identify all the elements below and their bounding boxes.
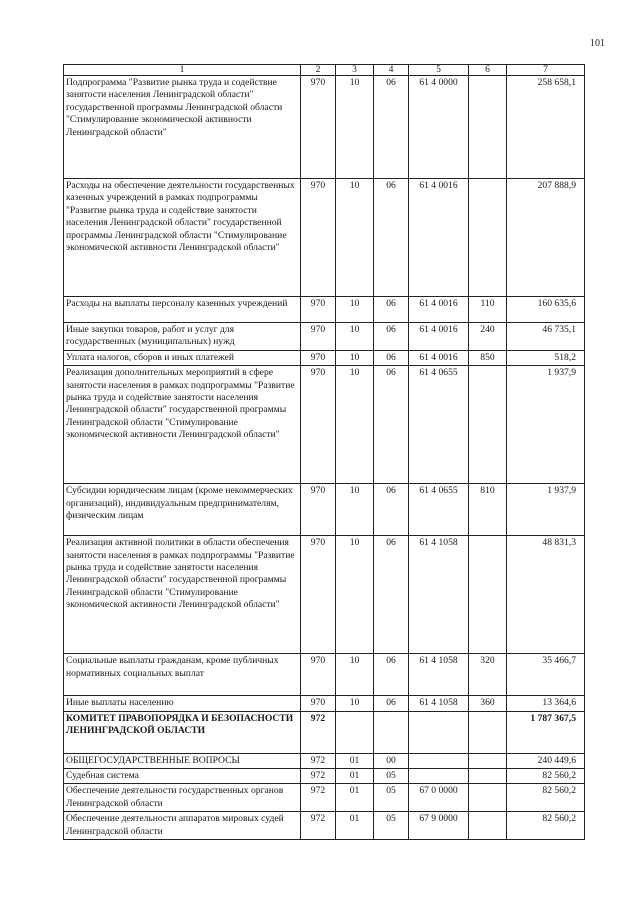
row-expense-type-cell: 240 bbox=[469, 323, 507, 351]
row-amount-cell: 82 560,2 bbox=[507, 812, 585, 840]
row-expense-type-cell bbox=[469, 366, 507, 484]
row-amount-cell: 35 466,7 bbox=[507, 654, 585, 696]
row-amount-cell: 1 937,9 bbox=[507, 484, 585, 536]
row-expense-type-cell bbox=[469, 784, 507, 812]
row-subsection-cell: 06 bbox=[374, 536, 409, 654]
row-target-code-cell: 61 4 0000 bbox=[409, 76, 469, 179]
row-target-code-cell bbox=[409, 769, 469, 784]
header-cell: 3 bbox=[336, 65, 374, 76]
row-section-cell: 10 bbox=[336, 366, 374, 484]
row-amount-cell: 160 635,6 bbox=[507, 297, 585, 323]
row-target-code-cell: 61 4 1058 bbox=[409, 696, 469, 711]
budget-table bbox=[63, 64, 585, 840]
row-subsection-cell: 06 bbox=[374, 484, 409, 536]
table-row bbox=[64, 769, 585, 784]
row-target-code-cell: 61 4 0016 bbox=[409, 350, 469, 365]
header-cell: 6 bbox=[469, 65, 507, 76]
row-ved-cell: 970 bbox=[301, 696, 336, 711]
row-name-cell: КОМИТЕТ ПРАВОПОРЯДКА И БЕЗОПАСНОСТИ ЛЕНИНГРАДСКОЙ ОБЛАСТИ bbox=[64, 711, 301, 753]
row-target-code-cell: 61 4 1058 bbox=[409, 654, 469, 696]
row-name-cell: ОБЩЕГОСУДАРСТВЕННЫЕ ВОПРОСЫ bbox=[64, 753, 301, 768]
row-target-code-cell bbox=[409, 711, 469, 753]
table-header-row bbox=[64, 65, 585, 76]
row-expense-type-cell: 850 bbox=[469, 350, 507, 365]
row-target-code-cell: 61 4 0016 bbox=[409, 297, 469, 323]
row-section-cell: 01 bbox=[336, 812, 374, 840]
row-section-cell: 10 bbox=[336, 297, 374, 323]
table-row bbox=[64, 812, 585, 840]
row-amount-cell: 46 735,1 bbox=[507, 323, 585, 351]
row-expense-type-cell bbox=[469, 753, 507, 768]
row-expense-type-cell bbox=[469, 812, 507, 840]
row-amount-cell: 240 449,6 bbox=[507, 753, 585, 768]
row-ved-cell: 970 bbox=[301, 76, 336, 179]
row-subsection-cell: 06 bbox=[374, 366, 409, 484]
row-amount-cell: 258 658,1 bbox=[507, 76, 585, 179]
row-section-cell: 10 bbox=[336, 696, 374, 711]
row-ved-cell: 970 bbox=[301, 350, 336, 365]
row-ved-cell: 972 bbox=[301, 812, 336, 840]
row-amount-cell: 1 787 367,5 bbox=[507, 711, 585, 753]
row-name-cell: Иные выплаты населению bbox=[64, 696, 301, 711]
table-row bbox=[64, 654, 585, 696]
row-expense-type-cell bbox=[469, 179, 507, 297]
header-cell: 7 bbox=[507, 65, 585, 76]
row-subsection-cell: 06 bbox=[374, 297, 409, 323]
row-expense-type-cell bbox=[469, 711, 507, 753]
row-section-cell: 01 bbox=[336, 784, 374, 812]
row-section-cell: 01 bbox=[336, 769, 374, 784]
row-subsection-cell: 06 bbox=[374, 179, 409, 297]
table-row bbox=[64, 297, 585, 323]
table-row bbox=[64, 350, 585, 365]
row-name-cell: Обеспечение деятельности аппаратов мировых судей Ленинградской области bbox=[64, 812, 301, 840]
row-amount-cell: 1 937,9 bbox=[507, 366, 585, 484]
table-row bbox=[64, 76, 585, 179]
row-ved-cell: 970 bbox=[301, 484, 336, 536]
row-ved-cell: 970 bbox=[301, 654, 336, 696]
row-expense-type-cell: 320 bbox=[469, 654, 507, 696]
row-section-cell: 01 bbox=[336, 753, 374, 768]
row-name-cell: Обеспечение деятельности государственных органов Ленинградской области bbox=[64, 784, 301, 812]
row-name-cell: Расходы на выплаты персоналу казенных учреждений bbox=[64, 297, 301, 323]
table-row bbox=[64, 179, 585, 297]
table-row bbox=[64, 366, 585, 484]
row-amount-cell: 82 560,2 bbox=[507, 769, 585, 784]
row-target-code-cell bbox=[409, 753, 469, 768]
row-name-cell: Иные закупки товаров, работ и услуг для государственных (муниципальных) нужд bbox=[64, 323, 301, 351]
table-row bbox=[64, 484, 585, 536]
row-target-code-cell: 61 4 1058 bbox=[409, 536, 469, 654]
row-ved-cell: 970 bbox=[301, 297, 336, 323]
table-row bbox=[64, 753, 585, 768]
row-target-code-cell: 67 0 0000 bbox=[409, 784, 469, 812]
row-name-cell: Реализация активной политики в области обеспечения занятости населения в рамках подпрограммы "Развитие рынка труда и содействие занятости населения Ленинградской области" государственной программы Ленинградской области "Стимулирование экономической активности Ленинградской области" bbox=[64, 536, 301, 654]
row-target-code-cell: 61 4 0016 bbox=[409, 323, 469, 351]
row-ved-cell: 970 bbox=[301, 179, 336, 297]
row-target-code-cell: 61 4 0655 bbox=[409, 366, 469, 484]
row-ved-cell: 972 bbox=[301, 711, 336, 753]
row-subsection-cell: 00 bbox=[374, 753, 409, 768]
row-section-cell bbox=[336, 711, 374, 753]
row-expense-type-cell bbox=[469, 76, 507, 179]
row-target-code-cell: 61 4 0016 bbox=[409, 179, 469, 297]
row-expense-type-cell bbox=[469, 536, 507, 654]
row-section-cell: 10 bbox=[336, 484, 374, 536]
row-name-cell: Социальные выплаты гражданам, кроме публичных нормативных социальных выплат bbox=[64, 654, 301, 696]
row-section-cell: 10 bbox=[336, 350, 374, 365]
row-expense-type-cell: 810 bbox=[469, 484, 507, 536]
row-subsection-cell: 06 bbox=[374, 696, 409, 711]
row-ved-cell: 970 bbox=[301, 323, 336, 351]
table-row bbox=[64, 784, 585, 812]
table-row bbox=[64, 323, 585, 351]
row-name-cell: Уплата налогов, сборов и иных платежей bbox=[64, 350, 301, 365]
row-ved-cell: 972 bbox=[301, 769, 336, 784]
row-amount-cell: 82 560,2 bbox=[507, 784, 585, 812]
row-section-cell: 10 bbox=[336, 654, 374, 696]
row-section-cell: 10 bbox=[336, 536, 374, 654]
table-row bbox=[64, 711, 585, 753]
row-name-cell: Судебная система bbox=[64, 769, 301, 784]
header-cell: 2 bbox=[301, 65, 336, 76]
row-subsection-cell: 06 bbox=[374, 350, 409, 365]
header-cell: 1 bbox=[64, 65, 301, 76]
row-subsection-cell bbox=[374, 711, 409, 753]
row-ved-cell: 970 bbox=[301, 366, 336, 484]
row-amount-cell: 48 831,3 bbox=[507, 536, 585, 654]
table-row bbox=[64, 696, 585, 711]
row-ved-cell: 970 bbox=[301, 536, 336, 654]
row-ved-cell: 972 bbox=[301, 753, 336, 768]
row-expense-type-cell bbox=[469, 769, 507, 784]
row-expense-type-cell: 110 bbox=[469, 297, 507, 323]
row-expense-type-cell: 360 bbox=[469, 696, 507, 711]
row-name-cell: Расходы на обеспечение деятельности государственных казенных учреждений в рамках подпрограммы "Развитие рынка труда и содействие занятости населения Ленинградской области" государственной программы Ленинградской области "Стимулирование экономической активности Ленинградской области" bbox=[64, 179, 301, 297]
row-amount-cell: 518,2 bbox=[507, 350, 585, 365]
row-name-cell: Субсидии юридическим лицам (кроме некоммерческих организаций), индивидуальным предпринимателям, физическим лицам bbox=[64, 484, 301, 536]
row-subsection-cell: 06 bbox=[374, 654, 409, 696]
row-amount-cell: 13 364,6 bbox=[507, 696, 585, 711]
row-section-cell: 10 bbox=[336, 179, 374, 297]
row-section-cell: 10 bbox=[336, 76, 374, 179]
row-subsection-cell: 06 bbox=[374, 323, 409, 351]
row-subsection-cell: 05 bbox=[374, 812, 409, 840]
row-amount-cell: 207 888,9 bbox=[507, 179, 585, 297]
page-number: 101 bbox=[590, 38, 605, 49]
row-target-code-cell: 67 9 0000 bbox=[409, 812, 469, 840]
row-subsection-cell: 06 bbox=[374, 76, 409, 179]
row-subsection-cell: 05 bbox=[374, 769, 409, 784]
header-cell: 5 bbox=[409, 65, 469, 76]
row-subsection-cell: 05 bbox=[374, 784, 409, 812]
row-target-code-cell: 61 4 0655 bbox=[409, 484, 469, 536]
row-name-cell: Реализация дополнительных мероприятий в сфере занятости населения в рамках подпрограммы "Развитие рынка труда и содействие занятости населения Ленинградской области" государственной программы Ленинградской области "Стимулирование экономической активности Ленинградской области" bbox=[64, 366, 301, 484]
header-cell: 4 bbox=[374, 65, 409, 76]
row-name-cell: Подпрограмма "Развитие рынка труда и содействие занятости населения Ленинградской области" государственной программы Ленинградской области "Стимулирование экономической активности Ленинградской области" bbox=[64, 76, 301, 179]
table-row bbox=[64, 536, 585, 654]
row-section-cell: 10 bbox=[336, 323, 374, 351]
row-ved-cell: 972 bbox=[301, 784, 336, 812]
